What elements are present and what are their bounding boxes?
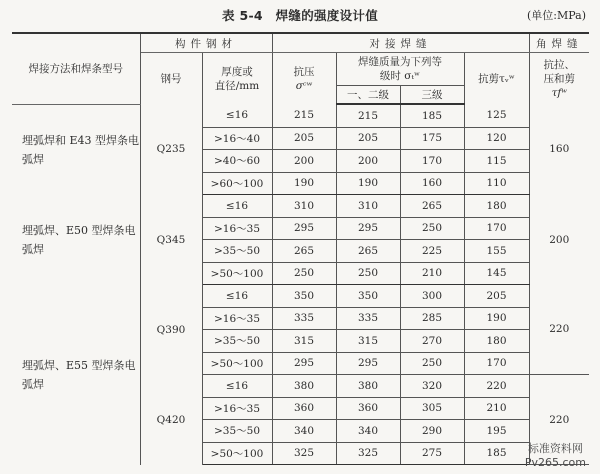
header-steel-grade: 钢号 bbox=[140, 53, 202, 105]
header-quality-line1: 焊缝质量为下列等 bbox=[358, 56, 442, 68]
compression-cell: 205 bbox=[272, 127, 336, 150]
thickness-cell: >50～100 bbox=[202, 442, 272, 465]
header-fillet-line2: 压和剪 bbox=[543, 72, 575, 85]
compression-cell: 335 bbox=[272, 307, 336, 330]
grade3-cell: 210 bbox=[400, 262, 464, 285]
shear-cell: 145 bbox=[464, 262, 529, 285]
header-compression-symbol: σᶜʷ bbox=[295, 79, 313, 92]
compression-cell: 200 bbox=[272, 150, 336, 173]
grade3-cell: 285 bbox=[400, 307, 464, 330]
fillet-strength-cell: 220 bbox=[529, 285, 589, 375]
thickness-cell: >35～50 bbox=[202, 420, 272, 443]
compression-cell: 340 bbox=[272, 420, 336, 443]
compression-cell: 295 bbox=[272, 217, 336, 240]
header-shear: 抗剪τᵥʷ bbox=[464, 53, 529, 105]
shear-cell: 205 bbox=[464, 285, 529, 308]
shear-cell: 210 bbox=[464, 397, 529, 420]
grade12-cell: 295 bbox=[336, 352, 400, 375]
shear-cell: 180 bbox=[464, 330, 529, 353]
steel-grade-cell: Q345 bbox=[140, 195, 202, 285]
table-row bbox=[12, 285, 589, 308]
watermark-line1: 标准资料网 bbox=[527, 442, 583, 455]
grade3-cell: 300 bbox=[400, 285, 464, 308]
grade12-cell: 360 bbox=[336, 397, 400, 420]
compression-cell: 250 bbox=[272, 262, 336, 285]
header-fillet-weld: 角焊缝 bbox=[529, 33, 589, 53]
grade3-cell: 185 bbox=[400, 104, 464, 127]
thickness-cell: >50～100 bbox=[202, 352, 272, 375]
header-method: 焊接方法和焊条型号 bbox=[12, 33, 140, 104]
shear-cell: 170 bbox=[464, 352, 529, 375]
grade3-cell: 250 bbox=[400, 217, 464, 240]
weld-strength-table bbox=[12, 32, 589, 465]
steel-grade-cell: Q235 bbox=[140, 104, 202, 195]
grade3-cell: 275 bbox=[400, 442, 464, 465]
thickness-cell: >60～100 bbox=[202, 172, 272, 195]
thickness-cell: >35～50 bbox=[202, 240, 272, 263]
watermark bbox=[525, 442, 586, 470]
grade12-cell: 250 bbox=[336, 262, 400, 285]
shear-cell: 180 bbox=[464, 195, 529, 218]
compression-cell: 360 bbox=[272, 397, 336, 420]
compression-cell: 325 bbox=[272, 442, 336, 465]
welding-method-cell: 埋弧焊、E55 型焊条电弧焊 bbox=[12, 285, 140, 465]
header-thickness-line1: 厚度或 bbox=[221, 65, 253, 78]
unit-label: (单位:MPa) bbox=[526, 9, 586, 22]
shear-cell: 125 bbox=[464, 104, 529, 127]
compression-cell: 315 bbox=[272, 330, 336, 353]
grade3-cell: 305 bbox=[400, 397, 464, 420]
header-compression-line1: 抗压 bbox=[293, 65, 315, 78]
grade12-cell: 295 bbox=[336, 217, 400, 240]
shear-cell: 155 bbox=[464, 240, 529, 263]
shear-cell: 115 bbox=[464, 150, 529, 173]
grade3-cell: 290 bbox=[400, 420, 464, 443]
grade12-cell: 315 bbox=[336, 330, 400, 353]
grade12-cell: 265 bbox=[336, 240, 400, 263]
shear-cell: 110 bbox=[464, 172, 529, 195]
title-row bbox=[0, 6, 600, 26]
thickness-cell: >16～35 bbox=[202, 217, 272, 240]
grade12-cell: 340 bbox=[336, 420, 400, 443]
header-grade-1-2: 一、二级 bbox=[336, 86, 400, 105]
grade3-cell: 320 bbox=[400, 375, 464, 398]
thickness-cell: ≤16 bbox=[202, 375, 272, 398]
header-fillet-strength bbox=[529, 53, 589, 105]
grade12-cell: 190 bbox=[336, 172, 400, 195]
grade3-cell: 170 bbox=[400, 150, 464, 173]
table-title-text: 焊缝的强度设计值 bbox=[275, 8, 378, 23]
header-compression bbox=[272, 53, 336, 105]
thickness-cell: ≤16 bbox=[202, 195, 272, 218]
grade12-cell: 310 bbox=[336, 195, 400, 218]
compression-cell: 350 bbox=[272, 285, 336, 308]
fillet-strength-cell: 220 bbox=[529, 375, 589, 465]
header-component-material: 构件钢材 bbox=[140, 33, 272, 53]
header-fillet-line1: 抗拉、 bbox=[543, 58, 575, 71]
header-thickness-line2: 直径/mm bbox=[214, 79, 260, 92]
table-row bbox=[12, 195, 589, 218]
header-quality-line2: 级时 σₜʷ bbox=[379, 70, 421, 82]
thickness-cell: >16～35 bbox=[202, 397, 272, 420]
compression-cell: 190 bbox=[272, 172, 336, 195]
thickness-cell: >16～40 bbox=[202, 127, 272, 150]
grade3-cell: 160 bbox=[400, 172, 464, 195]
steel-grade-cell: Q390 bbox=[140, 285, 202, 375]
shear-cell: 170 bbox=[464, 217, 529, 240]
shear-cell: 220 bbox=[464, 375, 529, 398]
header-grade-3: 三级 bbox=[400, 86, 464, 105]
compression-cell: 310 bbox=[272, 195, 336, 218]
compression-cell: 295 bbox=[272, 352, 336, 375]
fillet-strength-cell: 160 bbox=[549, 143, 570, 156]
thickness-cell: >50～100 bbox=[202, 262, 272, 285]
shear-cell: 195 bbox=[464, 420, 529, 443]
header-fillet-symbol: τfʷ bbox=[551, 86, 567, 99]
thickness-cell: >35～50 bbox=[202, 330, 272, 353]
thickness-cell: ≤16 bbox=[202, 285, 272, 308]
grade12-cell: 350 bbox=[336, 285, 400, 308]
thickness-cell: >40～60 bbox=[202, 150, 272, 173]
thickness-cell: >16～35 bbox=[202, 307, 272, 330]
grade12-cell: 380 bbox=[336, 375, 400, 398]
compression-cell: 215 bbox=[272, 104, 336, 127]
welding-method-cell: 埋弧焊和 E43 型焊条电弧焊 bbox=[12, 104, 140, 195]
table-row bbox=[12, 104, 589, 127]
table-number: 表 5-4 bbox=[222, 8, 263, 23]
grade3-cell: 250 bbox=[400, 352, 464, 375]
header-quality-grade bbox=[336, 53, 464, 86]
header-butt-weld: 对接焊缝 bbox=[272, 33, 529, 53]
thickness-cell: ≤16 bbox=[202, 104, 272, 127]
watermark-line2: Pv265.com bbox=[524, 456, 586, 469]
grade12-cell: 200 bbox=[336, 150, 400, 173]
steel-grade-cell: Q420 bbox=[140, 375, 202, 465]
shear-cell: 190 bbox=[464, 307, 529, 330]
grade3-cell: 175 bbox=[400, 127, 464, 150]
compression-cell: 265 bbox=[272, 240, 336, 263]
grade3-cell: 265 bbox=[400, 195, 464, 218]
grade12-cell: 335 bbox=[336, 307, 400, 330]
grade12-cell: 205 bbox=[336, 127, 400, 150]
header-thickness bbox=[202, 53, 272, 105]
shear-cell: 120 bbox=[464, 127, 529, 150]
compression-cell: 380 bbox=[272, 375, 336, 398]
shear-cell: 185 bbox=[464, 442, 529, 465]
grade3-cell: 270 bbox=[400, 330, 464, 353]
table-title bbox=[0, 6, 600, 24]
grade12-cell: 215 bbox=[336, 104, 400, 127]
grade3-cell: 225 bbox=[400, 240, 464, 263]
grade12-cell: 325 bbox=[336, 442, 400, 465]
fillet-strength-cell: 200 bbox=[549, 233, 570, 246]
welding-method-cell: 埋弧焊、E50 型焊条电弧焊 bbox=[12, 195, 140, 285]
